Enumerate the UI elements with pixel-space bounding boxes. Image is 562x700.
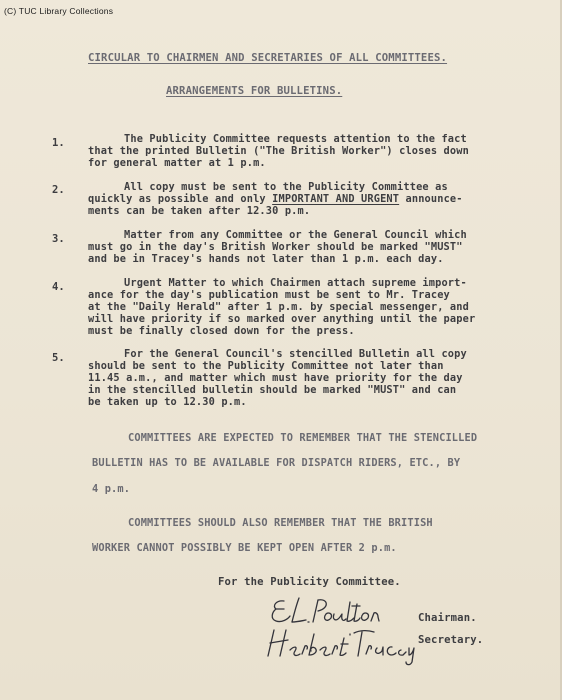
secretary-role: Secretary. xyxy=(418,634,484,646)
item-2-line-2-start: quickly as possible and only xyxy=(88,193,273,205)
item-5-line-4: in the stencilled bulletin should be marked "MUST" and can xyxy=(88,384,457,396)
notice-2-line-2: WORKER CANNOT POSSIBLY BE KEPT OPEN AFTER 2 p.m. xyxy=(92,542,397,554)
item-2-line-3: ments can be taken after 12.30 p.m. xyxy=(88,205,311,217)
item-1-line-2: that the printed Bulletin ("The British Worker") closes down xyxy=(88,145,469,157)
closing-line: For the Publicity Committee. xyxy=(218,576,401,588)
item-2-emphasis: IMPORTANT AND URGENT xyxy=(272,193,400,205)
item-5-line-3: 11.45 a.m., and matter which must have priority for the day xyxy=(88,372,463,384)
item-4-line-3: at the "Daily Herald" after 1 p.m. by special messenger, and xyxy=(88,301,469,313)
item-2-line-1: All copy must be sent to the Publicity Committee as xyxy=(124,181,448,193)
item-4-number: 4. xyxy=(52,281,65,293)
item-4-line-5: must be finally closed down for the press. xyxy=(88,325,355,337)
item-3-line-3: and be in Tracey's hands not later than 1 p.m. each day. xyxy=(88,253,444,265)
circular-subheading: ARRANGEMENTS FOR BULLETINS. xyxy=(166,85,343,97)
item-1-line-3: for general matter at 1 p.m. xyxy=(88,157,266,169)
item-2-line-2 xyxy=(88,193,463,205)
item-4-line-4: will have priority if so marked over anything until the paper xyxy=(88,313,476,325)
secretary-signature xyxy=(262,624,422,668)
item-5-line-1: For the General Council's stencilled Bulletin all copy xyxy=(124,348,467,360)
item-3-number: 3. xyxy=(52,233,65,245)
item-1-number: 1. xyxy=(52,137,65,149)
chairman-role: Chairman. xyxy=(418,612,477,624)
watermark: (C) TUC Library Collections xyxy=(4,6,114,16)
notice-2-line-1: COMMITTEES SHOULD ALSO REMEMBER THAT THE BRITISH xyxy=(128,517,433,529)
item-5-line-5: be taken up to 12.30 p.m. xyxy=(88,396,247,408)
notice-1-line-3: 4 p.m. xyxy=(92,483,131,495)
item-3-line-1: Matter from any Committee or the General Council which xyxy=(124,229,467,241)
notice-1-line-2: BULLETIN HAS TO BE AVAILABLE FOR DISPATCH RIDERS, ETC., BY xyxy=(92,457,461,469)
item-1-line-1: The Publicity Committee requests attention to the fact xyxy=(124,133,467,145)
item-2-line-2-end: announce- xyxy=(399,193,463,205)
notice-1-line-1: COMMITTEES ARE EXPECTED TO REMEMBER THAT THE STENCILLED xyxy=(128,432,478,444)
item-2-number: 2. xyxy=(52,184,65,196)
item-4-line-2: ance for the day's publication must be sent to Mr. Tracey xyxy=(88,289,450,301)
item-5-line-2: should be sent to the Publicity Committee not later than xyxy=(88,360,444,372)
circular-heading: CIRCULAR TO CHAIRMEN AND SECRETARIES OF ALL COMMITTEES. xyxy=(88,52,448,64)
item-3-line-2: must go in the day's British Worker should be marked "MUST" xyxy=(88,241,463,253)
item-5-number: 5. xyxy=(52,352,65,364)
item-4-line-1: Urgent Matter to which Chairmen attach supreme import- xyxy=(124,277,467,289)
